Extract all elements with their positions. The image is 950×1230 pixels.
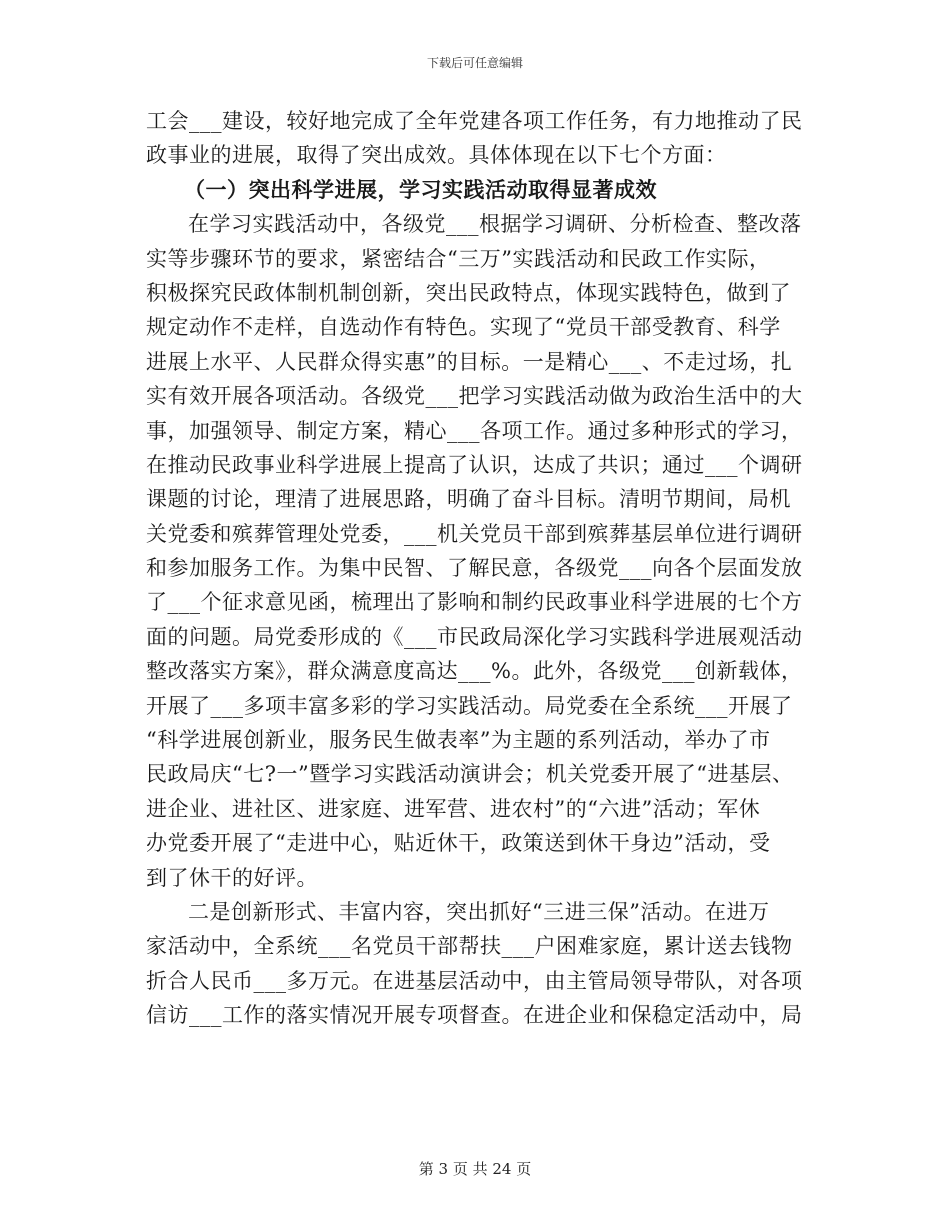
text-line: 实等步骤环节的要求，紧密结合“三万”实践活动和民政工作实际， [146, 246, 771, 271]
section-heading: （一）突出科学进展，学习实践活动取得显著成效 [184, 176, 657, 202]
text-line: 事，加强领导、制定方案，精心___各项工作。通过多种形式的学习， [146, 418, 803, 443]
text-line: 办党委开展了“走进中心，贴近休干，政策送到休干身边”活动，受 [146, 831, 771, 856]
text-line: 规定动作不走样，自选动作有特色。实现了“党员干部受教育、科学 [146, 315, 781, 340]
text-line: 和参加服务工作。为集中民智、了解民意，各级党___向各个层面发放 [146, 556, 803, 581]
text-line: 面的问题。局党委形成的《___市民政局深化学习实践科学进展观活动 [146, 624, 803, 649]
text-line: 实有效开展各项活动。各级党___把学习实践活动做为政治生活中的大 [146, 384, 803, 409]
text-line: 在学习实践活动中，各级党___根据学习调研、分析检查、整改落 [188, 212, 802, 237]
text-line: 开展了___多项丰富多彩的学习实践活动。局党委在全系统___开展了 [146, 693, 793, 718]
text-line: 工会___建设，较好地完成了全年党建各项工作任务，有力地推动了民 [146, 109, 803, 133]
text-line: 课题的讨论，理清了进展思路，明确了奋斗目标。清明节期间，局机 [146, 487, 791, 512]
text-line: 政事业的进展，取得了突出成效。具体体现在以下七个方面： [146, 143, 727, 168]
text-line: 进企业、进社区、进家庭、进军营、进农村”的“六进”活动；军休 [146, 796, 761, 821]
text-line: 家活动中，全系统___名党员干部帮扶___户困难家庭，累计送去钱物 [146, 934, 793, 959]
text-line: 到了休干的好评。 [146, 865, 318, 890]
text-line: 关党委和殡葬管理处党委，___机关党员干部到殡葬基层单位进行调研 [146, 521, 803, 546]
text-line: 信访___工作的落实情况开展专项督查。在进企业和保稳定活动中，局 [146, 1003, 803, 1028]
page-number: 第 3 页 共 24 页 [418, 1160, 532, 1178]
text-line: 积极探究民政体制机制创新，突出民政特点，体现实践特色，做到了 [146, 280, 791, 305]
text-line: 进展上水平、人民群众得实惠”的目标。一是精心___、不走过场，扎 [146, 349, 793, 374]
text-line: 整改落实方案》，群众满意度高达___%。此外，各级党___创新载体， [146, 659, 803, 684]
page-header: 下载后可任意编辑 [426, 56, 523, 70]
text-line: 了___个征求意见函，梳理出了影响和制约民政事业科学进展的七个方 [146, 590, 803, 615]
text-line: 折合人民币___多万元。在进基层活动中，由主管局领导带队，对各项 [146, 968, 803, 993]
document-body [146, 104, 826, 1033]
text-line: 二是创新形式、丰富内容，突出抓好“三进三保”活动。在进万 [188, 899, 770, 924]
text-line: 民政局庆“七?一”暨学习实践活动演讲会；机关党委开展了“进基层、 [146, 762, 794, 787]
text-line: 在推动民政事业科学进展上提高了认识，达成了共识；通过___个调研 [146, 452, 803, 477]
text-line: “科学进展创新业，服务民生做表率”为主题的系列活动，举办了市 [146, 728, 771, 753]
